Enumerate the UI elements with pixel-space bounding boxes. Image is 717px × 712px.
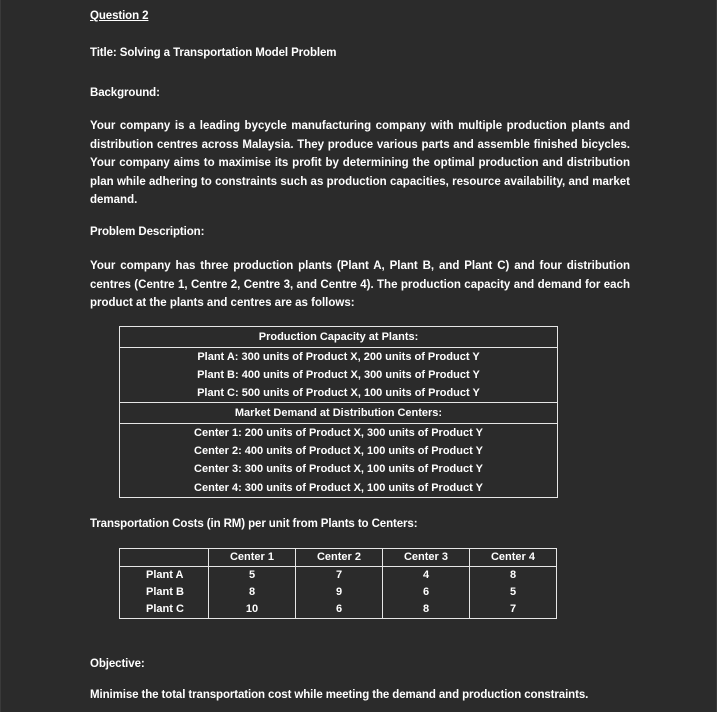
background-paragraph: Your company is a leading bycycle manufacturing company with multiple production plants and distribution centres across Malaysia. They produce various parts and assemble finished bicycles. Your company aims to maximise its profit by determining the optimal production and distribution plan while adhering to constraints such as production capacities, resource availability, and market demand. bbox=[90, 120, 630, 207]
demand-row: Center 2: 400 units of Product X, 100 units of Product Y bbox=[194, 445, 483, 458]
demand-header: Market Demand at Distribution Centers: bbox=[120, 403, 558, 424]
cost-cell: 9 bbox=[296, 584, 383, 601]
cost-cell: 10 bbox=[209, 601, 296, 619]
cost-cell: 6 bbox=[383, 584, 470, 601]
capacity-row: Plant C: 500 units of Product X, 100 units of Product Y bbox=[197, 387, 480, 400]
cost-cell: 8 bbox=[383, 601, 470, 619]
capacity-header: Production Capacity at Plants: bbox=[120, 327, 558, 348]
document-title: Title: Solving a Transportation Model Problem bbox=[90, 47, 337, 59]
cost-cell: 5 bbox=[470, 584, 557, 601]
transportation-cost-table bbox=[119, 548, 557, 619]
demand-row: Center 1: 200 units of Product X, 300 units of Product Y bbox=[194, 427, 483, 440]
cost-cell: 8 bbox=[470, 567, 557, 585]
capacity-row: Plant B: 400 units of Product X, 300 units of Product Y bbox=[197, 369, 480, 382]
objective-text: Minimise the total transportation cost while meeting the demand and production constraints. bbox=[90, 689, 589, 701]
cost-cell: 7 bbox=[470, 601, 557, 619]
cost-cell: 6 bbox=[296, 601, 383, 619]
question-heading: Question 2 bbox=[90, 10, 149, 22]
table-row bbox=[120, 567, 557, 585]
cost-cell: 5 bbox=[209, 567, 296, 585]
objective-heading: Objective: bbox=[90, 658, 145, 670]
demand-row: Center 3: 300 units of Product X, 100 units of Product Y bbox=[194, 463, 483, 476]
column-header: Center 2 bbox=[296, 549, 383, 567]
row-label: Plant B bbox=[146, 586, 184, 598]
column-header: Center 1 bbox=[209, 549, 296, 567]
costs-heading: Transportation Costs (in RM) per unit from Plants to Centers: bbox=[90, 518, 418, 530]
capacity-row: Plant A: 300 units of Product X, 200 units of Product Y bbox=[197, 351, 480, 363]
column-header: Center 3 bbox=[383, 549, 470, 567]
demand-row: Center 4: 300 units of Product X, 100 units of Product Y bbox=[194, 481, 483, 494]
row-label: Plant C bbox=[146, 603, 184, 615]
cost-cell: 7 bbox=[296, 567, 383, 585]
corner-cell bbox=[120, 549, 209, 567]
table-row bbox=[120, 584, 557, 601]
problem-paragraph: Your company has three production plants (Plant A, Plant B, and Plant C) and four distribution centres (Centre 1, Centre 2, Centre 3, and Centre 4). The production capacity and demand for each product at the plants and centres are as follows: bbox=[90, 260, 630, 310]
column-header: Center 4 bbox=[470, 549, 557, 567]
problem-heading: Problem Description: bbox=[90, 226, 205, 238]
cost-cell: 4 bbox=[383, 567, 470, 585]
row-label: Plant A bbox=[146, 569, 184, 581]
table-row bbox=[120, 601, 557, 619]
cost-cell: 8 bbox=[209, 584, 296, 601]
background-heading: Background: bbox=[90, 87, 160, 99]
capacity-demand-table bbox=[119, 326, 558, 498]
